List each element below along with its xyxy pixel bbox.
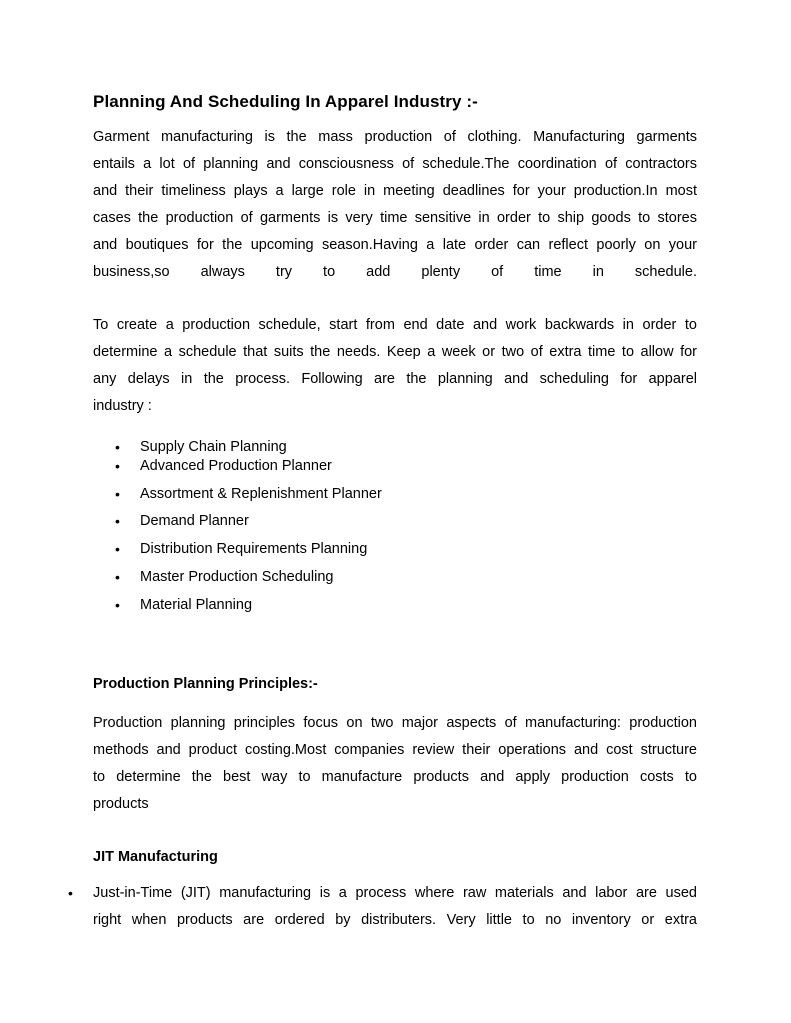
bullet-icon: •	[115, 439, 120, 455]
page-title: Planning And Scheduling In Apparel Industry :-	[93, 92, 478, 111]
list-item-label: Material Planning	[140, 597, 253, 613]
bullet-icon: •	[68, 885, 73, 901]
intro-line: and their timeliness plays a large role in meeting deadlines for your production.In most	[93, 183, 697, 199]
list-item-label: Distribution Requirements Planning	[140, 541, 368, 557]
list-item-label: Demand Planner	[140, 513, 249, 529]
list-item-label: Advanced Production Planner	[140, 458, 332, 474]
schedule-line: industry :	[93, 398, 152, 414]
bullet-icon: •	[115, 458, 120, 474]
jit-line: Just-in-Time (JIT) manufacturing is a process where raw materials and labor are used	[93, 885, 697, 901]
principles-line: Production planning principles focus on two major aspects of manufacturing: production	[93, 715, 697, 731]
bullet-icon: •	[115, 486, 120, 502]
intro-line: cases the production of garments is very time sensitive in order to ship goods to stores	[93, 210, 697, 226]
intro-line: Garment manufacturing is the mass production of clothing. Manufacturing garments	[93, 129, 697, 145]
bullet-icon: •	[115, 597, 120, 613]
list-item-label: Assortment & Replenishment Planner	[140, 486, 382, 502]
list-item-label: Master Production Scheduling	[140, 569, 334, 585]
principles-line: methods and product costing.Most companies review their operations and cost structure	[93, 742, 697, 758]
principles-heading: Production Planning Principles:-	[93, 676, 318, 692]
intro-line: and boutiques for the upcoming season.Having a late order can reflect poorly on your	[93, 237, 697, 253]
principles-paragraph	[93, 710, 697, 818]
schedule-line: determine a schedule that suits the needs. Keep a week or two of extra time to allow for	[93, 344, 697, 360]
bullet-icon: •	[115, 513, 120, 529]
principles-line: to determine the best way to manufacture products and apply production costs to	[93, 769, 697, 785]
intro-line: business,so always try to add plenty of time in schedule.	[93, 264, 697, 280]
bullet-icon: •	[115, 569, 120, 585]
jit-heading: JIT Manufacturing	[93, 849, 218, 865]
principles-line: products	[93, 796, 149, 812]
schedule-line: To create a production schedule, start from end date and work backwards in order to	[93, 317, 697, 333]
schedule-line: any delays in the process. Following are the planning and scheduling for apparel	[93, 371, 697, 387]
intro-line: entails a lot of planning and consciousness of schedule.The coordination of contractors	[93, 156, 697, 172]
schedule-paragraph	[93, 312, 697, 420]
bullet-icon: •	[115, 541, 120, 557]
intro-paragraph	[93, 124, 697, 286]
jit-paragraph	[93, 880, 697, 934]
jit-line: right when products are ordered by distributers. Very little to no inventory or extra	[93, 912, 697, 928]
list-item-label: Supply Chain Planning	[140, 439, 287, 455]
